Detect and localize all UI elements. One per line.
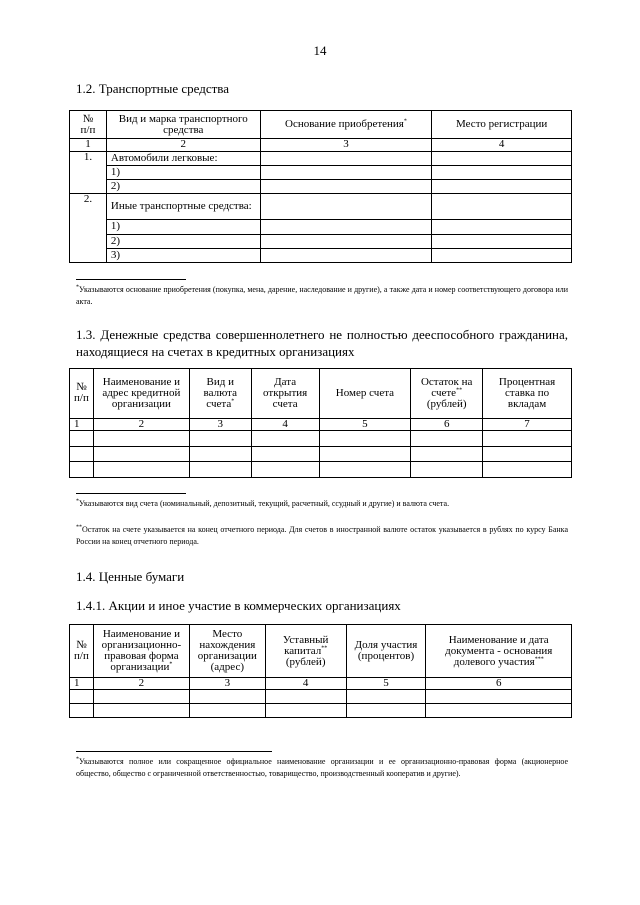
table-cell[interactable]	[483, 462, 572, 478]
table-row	[70, 704, 572, 718]
row-number: 2.	[70, 194, 107, 220]
col-number: 4	[251, 418, 319, 430]
table-row	[70, 446, 572, 462]
table-cell[interactable]	[189, 446, 251, 462]
footnote-1-2: *Указываются основание приобретения (покупка, мена, дарение, наследование и другие), а также дата и номер соответствующего договора или акта.	[76, 284, 568, 306]
col-number: 1	[70, 139, 107, 151]
table-cell[interactable]	[432, 151, 572, 165]
footnote-1-3-a: *Указываются вид счета (номинальный, депозитный, текущий, расчетный, ссудный и другие) и валюта счета.	[76, 498, 450, 508]
table-cell[interactable]	[251, 446, 319, 462]
page-number: 14	[313, 43, 327, 58]
table-cell[interactable]	[93, 690, 189, 704]
section-1-4-1-title: 1.4.1. Акции и иное участие в коммерческих организациях	[76, 598, 401, 613]
col-number: 3	[189, 418, 251, 430]
header-number: № п/п	[70, 625, 94, 678]
row-label: 2)	[106, 234, 260, 248]
header-location: Место нахождения организации (адрес)	[189, 625, 265, 678]
col-number: 5	[346, 678, 426, 690]
table-cell[interactable]	[483, 446, 572, 462]
table-cell[interactable]	[70, 446, 94, 462]
table-cell	[70, 179, 107, 193]
col-number: 3	[189, 678, 265, 690]
table-cell[interactable]	[260, 151, 432, 165]
col-number: 5	[319, 418, 411, 430]
table-cell[interactable]	[189, 462, 251, 478]
col-number: 2	[106, 139, 260, 151]
col-number: 1	[70, 418, 94, 430]
header-registration-place: Место регистрации	[432, 111, 572, 139]
footnote-divider	[76, 751, 272, 752]
table-cell[interactable]	[432, 248, 572, 262]
table-cell[interactable]	[426, 690, 572, 704]
footnote-divider	[76, 493, 186, 494]
table-cell	[70, 220, 107, 234]
header-account-number: Номер счета	[319, 369, 411, 419]
table-cell[interactable]	[93, 462, 189, 478]
table-cell[interactable]	[93, 446, 189, 462]
section-1-2-title: 1.2. Транспортные средства	[76, 81, 230, 96]
table-row	[70, 462, 572, 478]
header-account-type: Вид и валюта счета*	[189, 369, 251, 419]
header-acquisition-basis: Основание приобретения*	[260, 111, 432, 139]
table-cell[interactable]	[319, 431, 411, 447]
table-cell[interactable]	[251, 431, 319, 447]
table-cell	[70, 234, 107, 248]
row-number: 1.	[70, 151, 107, 165]
table-cell[interactable]	[189, 704, 265, 718]
table-cell[interactable]	[432, 220, 572, 234]
table-cell[interactable]	[70, 690, 94, 704]
header-capital: Уставный капитал** (рублей)	[265, 625, 346, 678]
table-cell[interactable]	[319, 462, 411, 478]
shares-table	[69, 624, 572, 718]
table-row	[70, 151, 572, 165]
table-row	[70, 194, 572, 220]
table-cell[interactable]	[346, 690, 426, 704]
col-number: 1	[70, 678, 94, 690]
header-balance: Остаток на счете** (рублей)	[411, 369, 483, 419]
header-interest-rate: Процентная ставка по вкладам	[483, 369, 572, 419]
table-cell[interactable]	[260, 220, 432, 234]
col-number: 6	[426, 678, 572, 690]
col-number: 4	[432, 139, 572, 151]
table-cell[interactable]	[189, 431, 251, 447]
row-label: 3)	[106, 248, 260, 262]
header-bank-name: Наименование и адрес кредитной организации	[93, 369, 189, 419]
section-1-4-title: 1.4. Ценные бумаги	[76, 569, 185, 584]
table-row	[70, 248, 572, 262]
table-cell[interactable]	[70, 704, 94, 718]
accounts-table	[69, 368, 572, 478]
table-cell[interactable]	[319, 446, 411, 462]
table-cell[interactable]	[260, 179, 432, 193]
col-number: 3	[260, 139, 432, 151]
header-open-date: Дата открытия счета	[251, 369, 319, 419]
table-cell[interactable]	[432, 179, 572, 193]
row-label: Автомобили легковые:	[106, 151, 260, 165]
table-cell	[70, 165, 107, 179]
table-cell[interactable]	[189, 690, 265, 704]
header-basis-document: Наименование и дата документа - основания долевого участия***	[426, 625, 572, 678]
table-cell[interactable]	[411, 431, 483, 447]
table-cell[interactable]	[93, 431, 189, 447]
table-cell[interactable]	[432, 165, 572, 179]
col-number: 2	[93, 418, 189, 430]
row-label: 1)	[106, 220, 260, 234]
table-cell[interactable]	[265, 704, 346, 718]
table-cell[interactable]	[411, 446, 483, 462]
table-cell[interactable]	[483, 431, 572, 447]
table-row	[70, 179, 572, 193]
header-vehicle-kind: Вид и марка транспортного средства	[106, 111, 260, 139]
table-row	[70, 431, 572, 447]
table-cell[interactable]	[265, 690, 346, 704]
table-cell[interactable]	[426, 704, 572, 718]
col-number: 6	[411, 418, 483, 430]
table-cell[interactable]	[70, 431, 94, 447]
row-label: 1)	[106, 165, 260, 179]
vehicles-table	[69, 110, 572, 263]
footnote-divider	[76, 279, 186, 280]
table-cell[interactable]	[346, 704, 426, 718]
table-row	[70, 234, 572, 248]
header-organization-name: Наименование и организационно-правовая форма организации*	[93, 625, 189, 678]
table-cell	[70, 248, 107, 262]
section-1-3-title: 1.3. Денежные средства совершеннолетнего не полностью дееспособного гражданина, находящиеся на счетах в кредитных организациях	[76, 327, 568, 359]
table-cell[interactable]	[251, 462, 319, 478]
table-cell[interactable]	[411, 462, 483, 478]
col-number: 4	[265, 678, 346, 690]
table-cell[interactable]	[260, 234, 432, 248]
header-number: № п/п	[70, 369, 94, 419]
table-row	[70, 220, 572, 234]
table-cell[interactable]	[432, 234, 572, 248]
table-cell[interactable]	[260, 194, 432, 220]
table-cell[interactable]	[93, 704, 189, 718]
table-cell[interactable]	[260, 165, 432, 179]
header-share: Доля участия (процентов)	[346, 625, 426, 678]
col-number: 7	[483, 418, 572, 430]
footnote-1-3-b: **Остаток на счете указывается на конец отчетного периода. Для счетов в иностранной валюте остаток указывается в рублях по курсу Банка России на конец отчетного периода.	[76, 524, 568, 546]
row-label: 2)	[106, 179, 260, 193]
footnote-1-4: *Указываются полное или сокращенное официальное наименование организации и ее организационно-правовая форма (акционерное общество, общество с ограниченной ответственностью, товарищество, производственный кооператив и другие).	[76, 756, 568, 778]
header-number: № п/п	[70, 111, 107, 139]
table-cell[interactable]	[432, 194, 572, 220]
table-row	[70, 165, 572, 179]
table-cell[interactable]	[260, 248, 432, 262]
table-cell[interactable]	[70, 462, 94, 478]
row-label: Иные транспортные средства:	[106, 194, 260, 220]
table-row	[70, 690, 572, 704]
col-number: 2	[93, 678, 189, 690]
